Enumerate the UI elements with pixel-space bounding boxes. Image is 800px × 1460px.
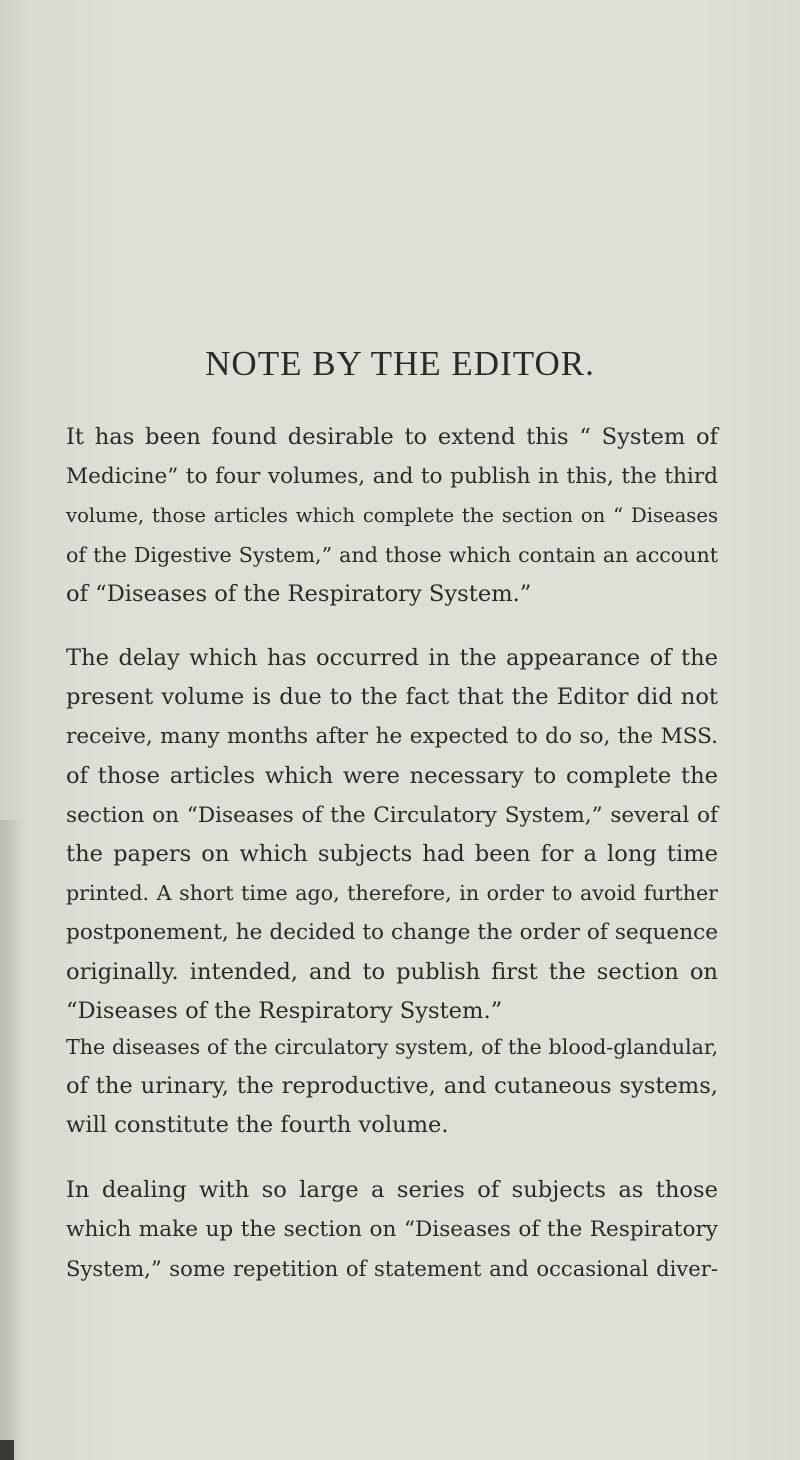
paragraph-delay	[66, 639, 718, 1031]
paragraph-intro	[66, 418, 718, 614]
text-line: of “Diseases of the Respiratory System.”	[66, 580, 532, 607]
paragraph-fourth-volume	[66, 1028, 718, 1146]
page-title: NOTE BY THE EDITOR.	[205, 344, 595, 383]
paragraph-repetition	[66, 1171, 718, 1289]
text-line: In dealing with so large a series of subjects as those	[66, 1177, 718, 1203]
text-line: will constitute the fourth volume.	[66, 1112, 449, 1139]
text-line: System,” some repetition of statement and occasional diver-	[66, 1256, 718, 1282]
page-corner-mark	[0, 1440, 14, 1460]
text-line: of those articles which were necessary to complete the	[66, 762, 718, 789]
text-line: the papers on which subjects had been for a long time	[66, 840, 718, 867]
text-line: which make up the section on “Diseases of the Respiratory	[66, 1217, 718, 1243]
text-line: The delay which has occurred in the appearance of the	[66, 645, 718, 671]
text-line: It has been found desirable to extend this “ System of	[66, 424, 718, 450]
text-line: “Diseases of the Respiratory System.”	[66, 997, 503, 1024]
text-line: postponement, he decided to change the order of sequence	[66, 920, 718, 946]
page-edge-shadow	[0, 820, 22, 1460]
text-line: present volume is due to the fact that the Editor did not	[66, 684, 718, 711]
text-line: Medicine” to four volumes, and to publish in this, the third	[66, 464, 718, 490]
text-line: receive, many months after he expected to do so, the MSS.	[66, 724, 718, 750]
text-line: The diseases of the circulatory system, of the blood-glandular,	[66, 1035, 718, 1059]
text-line: volume, those articles which complete the section on “ Diseases	[66, 504, 718, 528]
text-line: originally. intended, and to publish first the section on	[66, 958, 718, 985]
text-line: of the urinary, the reproductive, and cutaneous systems,	[66, 1073, 718, 1100]
text-line: of the Digestive System,” and those which contain an account	[66, 542, 718, 567]
text-line: section on “Diseases of the Circulatory System,” several of	[66, 802, 718, 828]
text-line: printed. A short time ago, therefore, in order to avoid further	[66, 881, 718, 906]
